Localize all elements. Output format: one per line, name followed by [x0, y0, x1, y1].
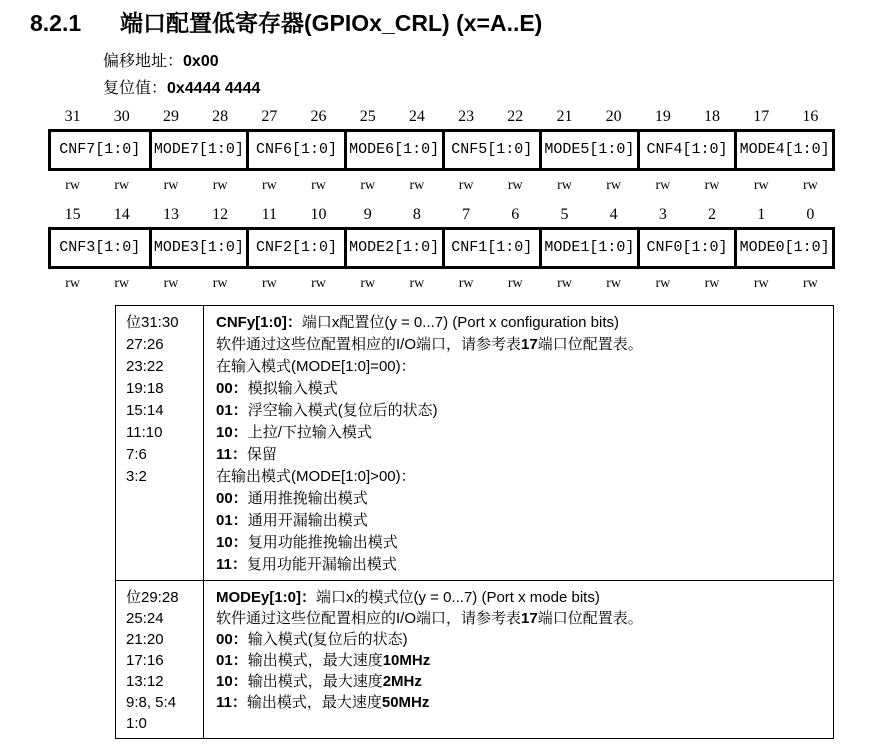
bold-segment: 2MHz [382, 673, 422, 690]
bold-segment: 11： [216, 694, 247, 711]
bit-range-line: 13:12 [126, 673, 164, 690]
text-segment: 输出模式，最大速度 [246, 694, 382, 711]
register-field-cell: CNF2[1:0] [246, 230, 344, 266]
access-label: rw [212, 178, 228, 193]
access-label: rw [65, 276, 80, 291]
page-title: 端口配置低寄存器(GPIOx_CRL) (x=A..E) [120, 10, 543, 36]
bit-range-line: 9:8, 5:4 [126, 694, 177, 711]
bit-range-line: 3:2 [126, 468, 147, 485]
bit-number: 2 [708, 206, 717, 223]
bit-number: 7 [462, 206, 471, 223]
bit-number: 12 [212, 206, 229, 223]
bit-description-table [115, 305, 834, 739]
reset-value-value: 0x4444 4444 [167, 80, 261, 97]
text-segment: 浮空输入模式(复位后的状态) [247, 402, 438, 419]
description-line [216, 488, 827, 510]
bold-segment: 00： [216, 380, 248, 397]
access-label: rw [409, 178, 425, 193]
access-label: rw [65, 178, 80, 193]
bit-range-line: 23:22 [126, 358, 164, 375]
bold-segment: MODEy[1:0]： [216, 589, 317, 606]
text-segment: 端口x的模式位(y = 0...7) (Port x mode bits) [316, 589, 600, 606]
section-heading [30, 0, 870, 36]
access-label: rw [507, 178, 523, 193]
bold-segment: 11： [216, 556, 247, 573]
access-label: rw [803, 276, 818, 291]
register-field-cell: CNF6[1:0] [246, 132, 344, 168]
description-line [216, 378, 827, 400]
access-label: rw [704, 178, 720, 193]
register-field-cell: MODE1[1:0] [539, 230, 637, 266]
access-row [48, 178, 835, 194]
text-segment: 端口位配置表。 [537, 610, 643, 627]
register-field-cell: CNF3[1:0] [59, 239, 141, 256]
description-line [216, 554, 827, 576]
register-field-cell: MODE7[1:0] [149, 132, 247, 168]
bit-range-column [116, 581, 204, 738]
text-segment: 模拟输入模式 [247, 380, 338, 397]
access-label: rw [163, 178, 179, 193]
description-line [216, 629, 827, 650]
access-label: rw [606, 276, 622, 291]
description-line [216, 587, 827, 608]
text-segment: 输出模式，最大速度 [247, 652, 383, 669]
access-label: rw [704, 276, 720, 291]
text-segment: 保留 [246, 446, 277, 463]
register-field-cell: MODE5[1:0] [539, 132, 637, 168]
text-segment: 在输出模式(MODE[1:0]>00)： [216, 468, 416, 485]
offset-address-label: 偏移地址： [103, 53, 184, 70]
access-label: rw [803, 178, 818, 193]
text-segment: 通用推挽输出模式 [247, 490, 368, 507]
bold-segment: 01： [216, 652, 248, 669]
access-label: rw [753, 178, 769, 193]
access-label: rw [655, 178, 671, 193]
bit-number: 20 [605, 108, 622, 125]
register-field-cell: CNF5[1:0] [442, 132, 540, 168]
register-field-cell: MODE4[1:0] [734, 132, 832, 168]
access-label: rw [409, 276, 425, 291]
register-field-cell: MODE3[1:0] [149, 230, 247, 266]
bit-number: 16 [802, 108, 819, 125]
bit-number: 10 [310, 206, 327, 223]
description-row-cnf [116, 306, 833, 581]
text-segment: 复用功能推挽输出模式 [247, 534, 398, 551]
register-field-cell: MODE2[1:0] [344, 230, 442, 266]
access-label: rw [557, 178, 572, 193]
text-segment: 上拉/下拉输入模式 [247, 424, 372, 441]
bit-range-line: 27:26 [126, 336, 164, 353]
access-label: rw [311, 178, 326, 193]
register-row-low [48, 205, 835, 292]
bold-segment: CNFy[1:0]： [216, 314, 302, 331]
bit-number: 9 [363, 206, 372, 223]
bold-segment: 01： [216, 402, 248, 419]
bit-number: 28 [212, 108, 229, 125]
description-line [216, 334, 827, 356]
bold-segment: 17 [521, 336, 538, 353]
register-field-cell: CNF1[1:0] [442, 230, 540, 266]
bit-number: 30 [113, 108, 130, 125]
bit-number: 6 [511, 206, 520, 223]
bit-range-line: 7:6 [126, 446, 147, 463]
bit-number: 21 [556, 108, 573, 125]
access-label: rw [557, 276, 572, 291]
bit-number: 13 [162, 206, 179, 223]
bit-number: 26 [310, 108, 327, 125]
bit-number: 0 [806, 206, 815, 223]
bit-range-line: 21:20 [126, 631, 164, 648]
bit-number: 3 [658, 206, 667, 223]
bit-number: 23 [458, 108, 475, 125]
bit-number: 31 [64, 108, 81, 125]
register-field-cell: CNF7[1:0] [59, 141, 141, 158]
description-line [216, 466, 827, 488]
bit-number: 14 [113, 206, 130, 223]
bold-segment: 00： [216, 490, 248, 507]
text-segment: 复用功能开漏输出模式 [246, 556, 397, 573]
bit-number: 18 [704, 108, 721, 125]
access-label: rw [458, 276, 474, 291]
text-segment: 端口x配置位(y = 0...7) (Port x configuration bits) [301, 314, 620, 331]
text-segment: 软件通过这些位配置相应的I/O端口，请参考表 [216, 610, 522, 627]
bit-number: 8 [412, 206, 421, 223]
reset-value-line [103, 80, 870, 98]
bit-number: 1 [757, 206, 766, 223]
bit-number: 4 [609, 206, 618, 223]
bold-segment: 10MHz [382, 652, 431, 669]
description-line [216, 400, 827, 422]
text-segment: 在输入模式(MODE[1:0]=00)： [216, 358, 416, 375]
description-line [216, 510, 827, 532]
access-label: rw [753, 276, 769, 291]
bit-range-line: 17:16 [126, 652, 164, 669]
access-label: rw [606, 178, 622, 193]
access-label: rw [261, 276, 277, 291]
register-row-high [48, 107, 835, 194]
register-fields-row [48, 227, 835, 269]
access-label: rw [655, 276, 671, 291]
access-label: rw [114, 178, 130, 193]
bold-segment: 17 [521, 610, 538, 627]
offset-address-line [103, 53, 870, 71]
bit-numbers-row [48, 205, 835, 224]
bit-numbers-row [48, 107, 835, 126]
bold-segment: 00： [216, 631, 248, 648]
access-label: rw [114, 276, 130, 291]
description-line [216, 608, 827, 629]
access-label: rw [261, 178, 277, 193]
description-line [216, 650, 827, 671]
bit-range-line: 位29:28 [126, 589, 179, 606]
register-fields-row [48, 129, 835, 171]
access-label: rw [360, 178, 376, 193]
text-segment: 通用开漏输出模式 [247, 512, 368, 529]
bit-range-line: 位31:30 [126, 314, 179, 331]
reset-value-label: 复位值： [103, 80, 168, 97]
access-label: rw [212, 276, 228, 291]
bit-range-line: 1:0 [126, 715, 147, 732]
bit-number: 22 [507, 108, 524, 125]
access-label: rw [311, 276, 326, 291]
bold-segment: 10： [216, 534, 248, 551]
register-meta [103, 53, 870, 98]
offset-address-value: 0x00 [183, 53, 219, 70]
bit-number: 17 [753, 108, 770, 125]
bit-number: 15 [64, 206, 81, 223]
description-line [216, 671, 827, 692]
description-line [216, 692, 827, 713]
description-line [216, 356, 827, 378]
bold-segment: 01： [216, 512, 248, 529]
bit-range-column [116, 306, 204, 580]
bit-number: 25 [359, 108, 376, 125]
access-label: rw [163, 276, 179, 291]
bit-number: 27 [261, 108, 278, 125]
bold-segment: 10： [216, 673, 248, 690]
access-row [48, 276, 835, 292]
bit-number: 5 [560, 206, 569, 223]
register-field-cell: MODE6[1:0] [344, 132, 442, 168]
bit-range-line: 11:10 [126, 424, 163, 441]
text-segment: 输出模式，最大速度 [247, 673, 383, 690]
bold-segment: 11： [216, 446, 247, 463]
text-segment: 软件通过这些位配置相应的I/O端口，请参考表 [216, 336, 522, 353]
bit-range-line: 15:14 [126, 402, 164, 419]
description-row-mode [116, 581, 833, 738]
access-label: rw [458, 178, 474, 193]
bold-segment: 10： [216, 424, 248, 441]
register-field-cell: CNF4[1:0] [637, 132, 735, 168]
description-line [216, 532, 827, 554]
bold-segment: 50MHz [381, 694, 430, 711]
register-field-cell: CNF0[1:0] [637, 230, 735, 266]
text-segment: 端口位配置表。 [537, 336, 643, 353]
text-segment: 输入模式(复位后的状态) [247, 631, 408, 648]
bit-number: 29 [162, 108, 179, 125]
description-content [204, 581, 833, 738]
description-line [216, 312, 827, 334]
section-number: 8.2.1 [30, 10, 82, 36]
description-line [216, 444, 827, 466]
access-label: rw [360, 276, 376, 291]
description-line [216, 422, 827, 444]
bit-range-line: 25:24 [126, 610, 164, 627]
description-content [204, 306, 833, 580]
bit-number: 11 [261, 206, 278, 223]
bit-number: 19 [654, 108, 671, 125]
access-label: rw [507, 276, 523, 291]
bit-range-line: 19:18 [126, 380, 164, 397]
register-field-cell: MODE0[1:0] [734, 230, 832, 266]
bit-number: 24 [408, 108, 425, 125]
